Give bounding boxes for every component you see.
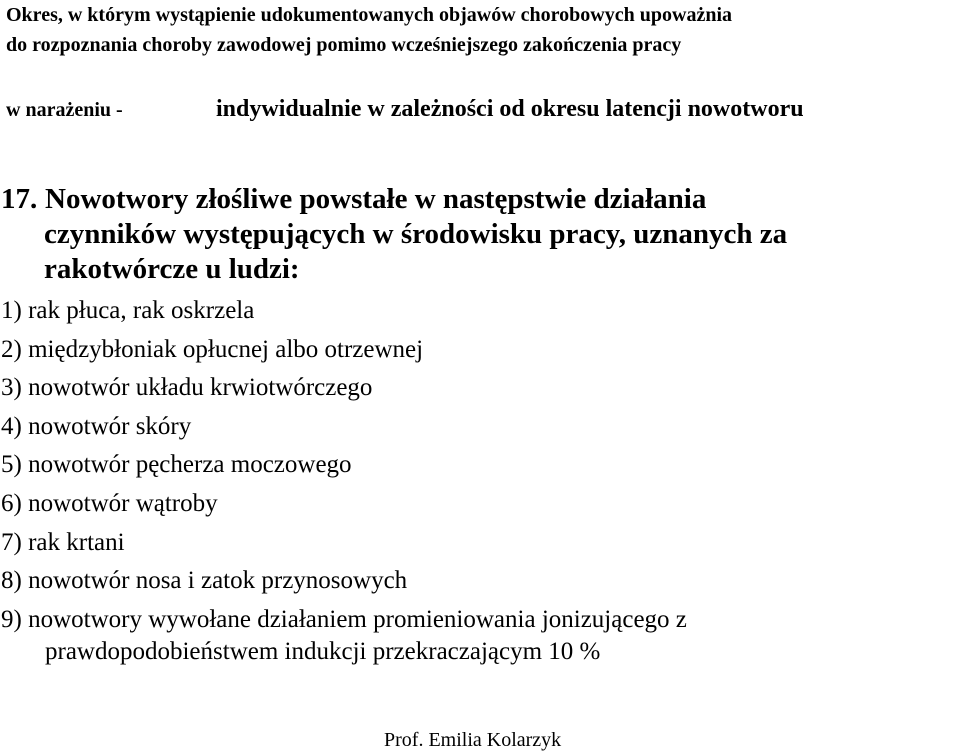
list-item: 3) nowotwór układu krwiotwórczego bbox=[1, 374, 373, 402]
list-item: 4) nowotwór skóry bbox=[1, 412, 192, 440]
list-item: 1) rak płuca, rak oskrzela bbox=[1, 297, 255, 324]
footer-author: Prof. Emilia Kolarzyk bbox=[384, 729, 562, 751]
header-line-2: do rozpoznania choroby zawodowej pomimo wcześniejszego zakończenia pracy bbox=[6, 34, 682, 56]
section-title-line-2: czynników występujących w środowisku pracy, uznanych za bbox=[44, 218, 788, 250]
section-title-text-1: Nowotwory złośliwe powstałe w następstwie działania bbox=[45, 183, 707, 215]
exposure-label: w narażeniu - bbox=[6, 99, 123, 121]
list-item: 7) rak krtani bbox=[1, 528, 125, 556]
header-line-1: Okres, w którym wystąpienie udokumentowanych objawów chorobowych upoważnia bbox=[6, 4, 732, 26]
disease-list bbox=[0, 292, 687, 668]
exposure-value: indywidualnie w zależności od okresu latencji nowotworu bbox=[216, 96, 804, 122]
list-item-line-2: prawdopodobieństwem indukcji przekraczającym 10 % bbox=[45, 637, 601, 665]
section-title bbox=[0, 182, 960, 287]
list-item-line-1: 9) nowotwory wywołane działaniem promieniowania jonizującego z bbox=[1, 605, 687, 633]
list-item: 5) nowotwór pęcherza moczowego bbox=[1, 451, 352, 479]
section-title-line-1 bbox=[0, 182, 960, 217]
section-number: 17. bbox=[1, 183, 38, 215]
list-item: 2) międzybłoniak opłucnej albo otrzewnej bbox=[1, 335, 424, 363]
section-title-line-3: rakotwórcze u ludzi: bbox=[44, 253, 300, 285]
list-item: 6) nowotwór wątroby bbox=[1, 489, 218, 517]
list-item: 8) nowotwór nosa i zatok przynosowych bbox=[1, 567, 408, 595]
list-item bbox=[0, 601, 687, 668]
